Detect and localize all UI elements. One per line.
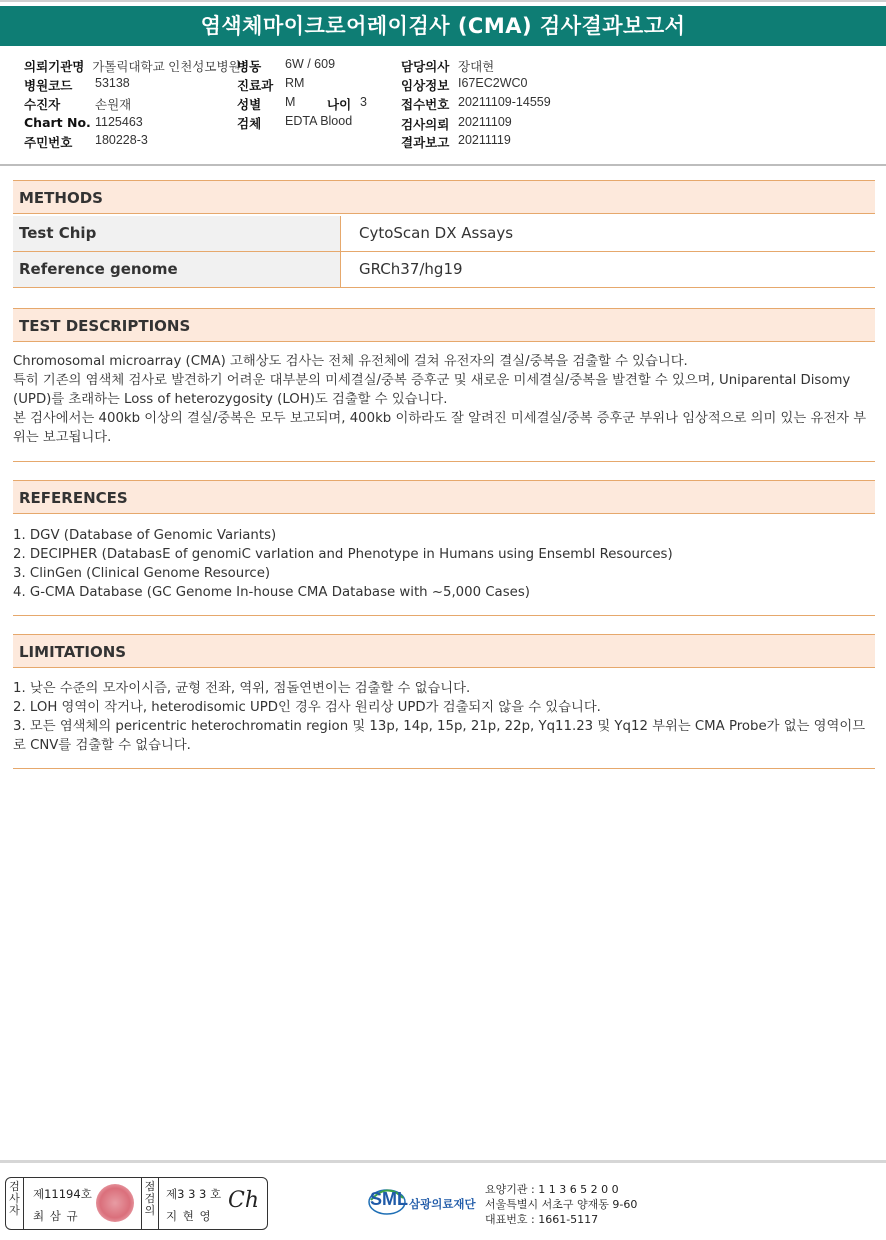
- org-name: 삼광의료재단: [409, 1197, 476, 1211]
- section-divider: [13, 768, 875, 769]
- pi-receipt-no: 접수번호: [401, 97, 450, 112]
- signature-stamp-box: [5, 1177, 268, 1230]
- pi-chart-no: Chart No.: [24, 115, 91, 130]
- inspector-license: 제11194호: [33, 1187, 92, 1201]
- inspector-label: 검사자: [6, 1178, 24, 1229]
- pi-ward-value: 6W / 609: [285, 57, 336, 71]
- reviewer-label: 점검의: [141, 1178, 159, 1229]
- pi-institution: 의뢰기관명 가톨릭대학교 인천성모병원: [24, 59, 241, 74]
- report-title: 염색체마이크로어레이검사 (CMA) 검사결과보고서: [0, 6, 886, 46]
- section-divider: [13, 615, 875, 616]
- reference-item: 2. DECIPHER (DatabasE of genomiC varIation and Phenotype in Humans using Ensembl Resources): [13, 547, 673, 562]
- pi-receipt-no-value: 20211109-14559: [458, 95, 551, 109]
- reference-item: 3. ClinGen (Clinical Genome Resource): [13, 566, 271, 581]
- pi-department: 진료과: [237, 78, 274, 93]
- pi-chart-no-value: 1125463: [95, 115, 143, 129]
- section-divider: [13, 461, 875, 462]
- limitations-heading: LIMITATIONS: [13, 634, 875, 668]
- limitation-item: 3. 모든 염색체의 pericentric heterochromatin region 및 13p, 14p, 15p, 21p, 22p, Yq11.23 및 Yq12 부위는 CMA Probe가 없는 영역이므로 CNV를 검출할 수 없습니다.: [13, 719, 866, 753]
- pi-patient-name: 수진자: [24, 97, 61, 112]
- methods-value: CytoScan DX Assays: [359, 224, 514, 242]
- references-body: [13, 526, 875, 602]
- logo-text: SML: [370, 1189, 408, 1209]
- org-code: 요양기관 : 1 1 3 6 5 2 0 0: [485, 1183, 619, 1196]
- reference-item: 1. DGV (Database of Genomic Variants): [13, 528, 277, 543]
- pi-age-value: 3: [360, 95, 367, 109]
- methods-row-reference-genome: [13, 252, 875, 288]
- org-phone: 대표번호 : 1661-5117: [485, 1213, 599, 1226]
- pi-clinical-info-value: I67EC2WC0: [458, 76, 528, 90]
- pi-report-date: 결과보고: [401, 135, 450, 150]
- pi-age: 나이: [327, 97, 352, 112]
- pi-doctor: 담당의사: [401, 59, 450, 74]
- pi-sex: 성별: [237, 97, 262, 112]
- test-descriptions-heading: TEST DESCRIPTIONS: [13, 308, 875, 342]
- description-line: 본 검사에서는 400kb 이상의 결실/중복은 모두 보고되며, 400kb 이하라도 잘 알려진 미세결실/중복 증후군 부위나 임상적으로 의미 있는 유전자 부위는 보고됩니다.: [13, 411, 867, 445]
- test-descriptions-body: [13, 352, 875, 447]
- pi-specimen-value: EDTA Blood: [285, 114, 353, 128]
- pi-department-value: RM: [285, 76, 305, 90]
- reviewer-name: 지 현 영: [166, 1209, 212, 1223]
- pi-patient-name-value: 손원재: [95, 98, 132, 112]
- patient-info: [0, 52, 886, 166]
- org-info: [485, 1182, 637, 1227]
- limitation-item: 2. LOH 영역이 작거나, heterodisomic UPD인 경우 검사 원리상 UPD가 검출되지 않을 수 있습니다.: [13, 700, 601, 715]
- pi-clinical-info: 임상정보: [401, 78, 450, 93]
- reviewer-license: 제3 3 3 호: [166, 1187, 222, 1201]
- pi-hospital-code-value: 53138: [95, 76, 130, 90]
- top-rule: [0, 0, 886, 2]
- limitation-item: 1. 낮은 수준의 모자이시즘, 균형 전좌, 역위, 점돌연변이는 검출할 수 없습니다.: [13, 681, 471, 696]
- pi-doctor-value: 장대현: [458, 60, 495, 74]
- description-line: 특히 기존의 염색체 검사로 발견하기 어려운 대부분의 미세결실/중복 증후군 및 새로운 미세결실/중복을 발견할 수 있으며, Uniparental Disomy (UPD)를 초래하는 Loss of heterozygosity (LOH)도 검출할 수 있습니다.: [13, 373, 851, 407]
- inspector-name: 최 삼 규: [33, 1209, 79, 1223]
- seal-stamp-icon: [96, 1184, 134, 1222]
- methods-row-test-chip: [13, 216, 875, 252]
- reference-item: 4. G-CMA Database (GC Genome In-house CMA Database with ~5,000 Cases): [13, 585, 530, 600]
- sml-logo: [367, 1180, 487, 1225]
- pi-resident-no-value: 180228-3: [95, 133, 148, 147]
- footer-rule: [0, 1160, 886, 1163]
- pi-report-date-value: 20211119: [458, 133, 511, 147]
- limitations-body: [13, 679, 875, 755]
- pi-specimen: 검체: [237, 116, 262, 131]
- pi-request-date-value: 20211109: [458, 115, 512, 129]
- methods-heading: METHODS: [13, 180, 875, 214]
- description-line: Chromosomal microarray (CMA) 고해상도 검사는 전체 유전체에 걸쳐 유전자의 결실/중복을 검출할 수 있습니다.: [13, 354, 688, 369]
- methods-label: Reference genome: [13, 252, 341, 287]
- pi-request-date: 검사의뢰: [401, 117, 450, 132]
- pi-ward: 병동: [237, 59, 262, 74]
- pi-hospital-code: 병원코드: [24, 78, 73, 93]
- org-address: 서울특별시 서초구 양재동 9-60: [485, 1198, 638, 1211]
- signature-icon: Ch: [228, 1188, 260, 1213]
- references-heading: REFERENCES: [13, 480, 875, 514]
- methods-label: Test Chip: [13, 216, 341, 251]
- pi-resident-no: 주민번호: [24, 135, 73, 150]
- pi-sex-value: M: [285, 95, 296, 109]
- methods-value: GRCh37/hg19: [359, 260, 463, 278]
